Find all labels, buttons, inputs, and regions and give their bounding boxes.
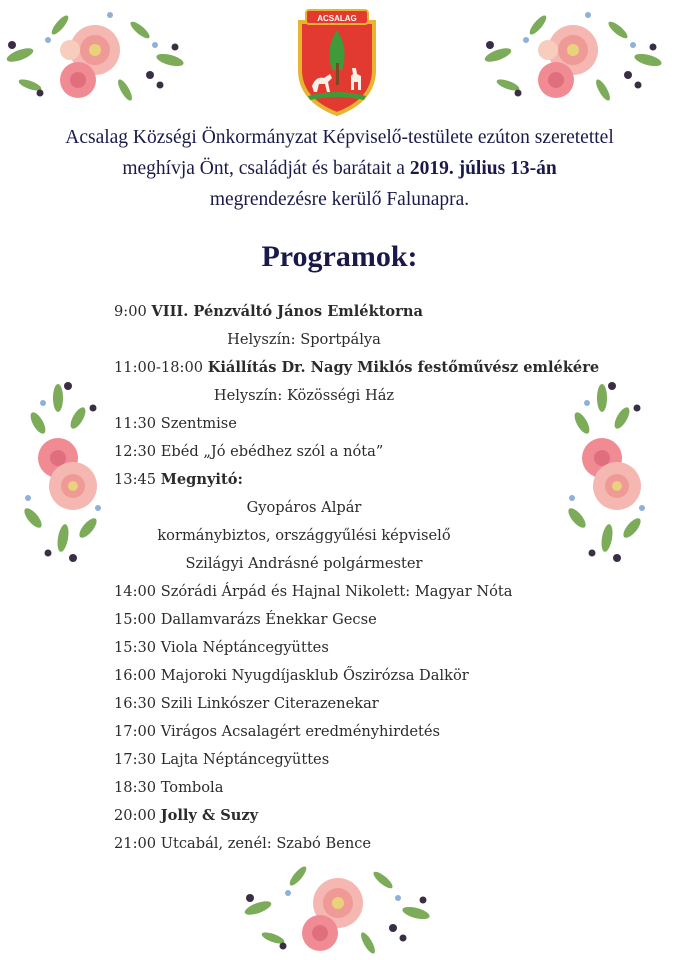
program-title: Szili Linkószer Citerazenekar: [160, 695, 379, 712]
program-title-bold: Megnyitó:: [160, 471, 243, 488]
program-detail: Szilágyi Andrásné polgármester: [185, 555, 423, 572]
program-item: [114, 774, 634, 802]
program-item: [114, 802, 634, 830]
program-title: Lajta Néptáncegyüttes: [160, 751, 330, 768]
program-time: 14:00: [114, 583, 161, 600]
program-title: Ebéd „Jó ebédhez szól a nóta”: [160, 443, 384, 460]
flower-corner-top-right: [478, 5, 673, 105]
acsalag-coat-of-arms-icon: [294, 8, 380, 116]
program-title: Majoroki Nyugdíjasklub Őszirózsa Dalkör: [160, 667, 469, 684]
crest-label: ACSALAG: [317, 14, 357, 23]
program-item: [114, 690, 634, 718]
program-time: 9:00: [114, 303, 152, 320]
program-time: 15:00: [114, 611, 161, 628]
program-title: Tombola: [160, 779, 224, 796]
program-time: 20:00: [114, 807, 161, 824]
program-title-bold: Kiállítás Dr. Nagy Miklós festőművész emlékére: [207, 359, 600, 376]
program-title: Virágos Acsalagért eredményhirdetés: [160, 723, 441, 740]
invitation-text: [0, 122, 679, 215]
program-time: 13:45: [114, 471, 161, 488]
invitation-line-3: megrendezésre kerülő Falunapra.: [209, 189, 470, 210]
program-title: Dallamvarázs Énekkar Gecse: [160, 611, 377, 628]
program-item: [114, 606, 634, 634]
program-time: 11:00-18:00: [114, 359, 208, 376]
program-time: 17:30: [114, 751, 161, 768]
program-item: [114, 354, 634, 382]
program-item: [114, 578, 634, 606]
program-item: [114, 466, 634, 494]
program-time: 21:00: [114, 835, 161, 852]
program-detail: Helyszín: Közösségi Ház: [213, 387, 395, 404]
program-detail: Gyopáros Alpár: [246, 499, 362, 516]
programs-heading: Programok:: [261, 240, 418, 273]
program-item: [114, 662, 634, 690]
program-item: [114, 634, 634, 662]
program-title: Szentmise: [160, 415, 237, 432]
program-title: Viola Néptáncegyüttes: [160, 639, 329, 656]
program-detail: Helyszín: Sportpálya: [227, 331, 381, 348]
program-detail: kormánybiztos, országgyűlési képviselő: [157, 527, 451, 544]
program-item: [114, 718, 634, 746]
program-title: Szórádi Árpád és Hajnal Nikolett: Magyar Nóta: [160, 583, 513, 600]
event-date: 2019. július 13-án: [409, 158, 557, 179]
program-time: 16:30: [114, 695, 161, 712]
program-time: 17:00: [114, 723, 161, 740]
program-time: 16:00: [114, 667, 161, 684]
program-time: 18:30: [114, 779, 161, 796]
flower-bottom-center: [238, 858, 438, 958]
program-time: 12:30: [114, 443, 161, 460]
program-time: 11:30: [114, 415, 161, 432]
flower-side-left: [18, 378, 113, 568]
program-item: [114, 830, 634, 858]
invitation-line-1: Acsalag Községi Önkormányzat Képviselő-testülete ezúton szeretettel: [65, 127, 614, 148]
program-item: [114, 410, 634, 438]
flower-corner-top-left: [0, 5, 195, 105]
program-item: [114, 438, 634, 466]
program-time: 15:30: [114, 639, 161, 656]
program-title: Utcabál, zenél: Szabó Bence: [160, 835, 372, 852]
program-item: [114, 298, 634, 326]
invitation-line-2: [0, 153, 679, 184]
program-title-bold: VIII. Pénzváltó János Emléktorna: [151, 303, 423, 320]
program-item: [114, 746, 634, 774]
program-title-bold: Jolly & Suzy: [160, 807, 259, 824]
invitation-line-2-text: meghívja Önt, családját és barátait a: [122, 158, 410, 179]
program-list: [114, 298, 634, 858]
